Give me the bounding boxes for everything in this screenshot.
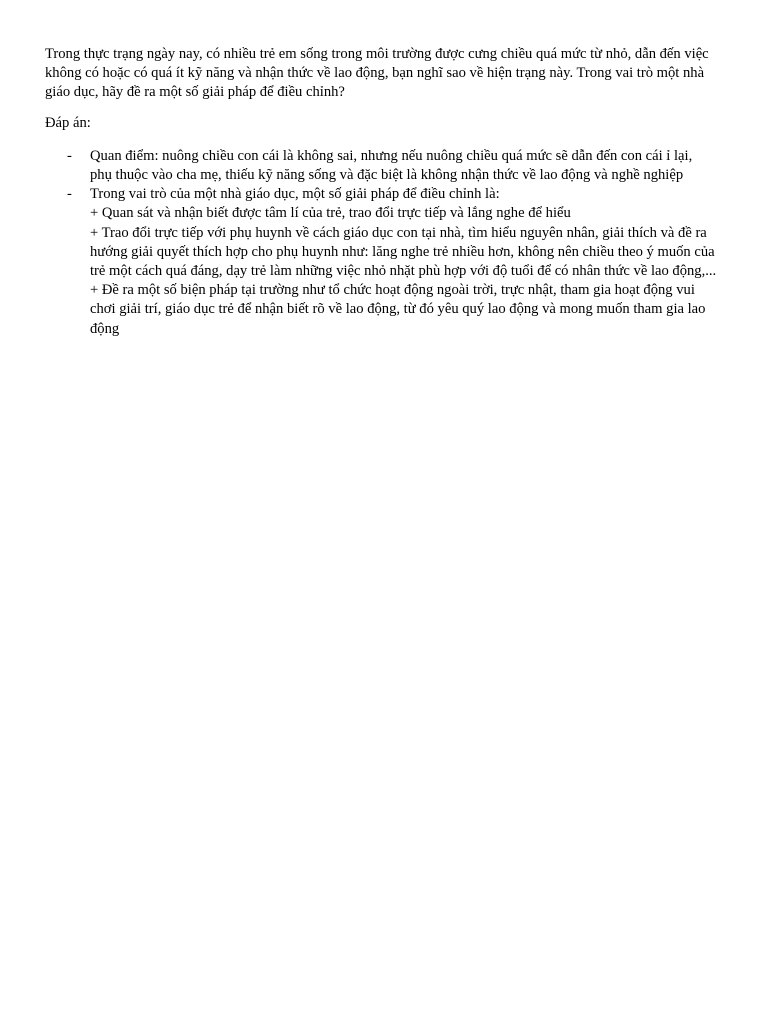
answer-list <box>45 147 717 339</box>
document-page <box>45 45 717 339</box>
list-item-body <box>90 147 717 185</box>
bullet-dash: - <box>67 147 72 164</box>
solution-item: + Quan sát và nhận biết được tâm lí của trẻ, trao đổi trực tiếp và lắng nghe để hiểu <box>90 205 571 222</box>
solution-item: + Trao đổi trực tiếp với phụ huynh về cách giáo dục con tại nhà, tìm hiểu nguyên nhân, giải thích và đề ra hướng giải quyết thích hợp cho phụ huynh như: lăng nghe trẻ nhiều hơn, không nên chiều theo ý muốn của trẻ một cách quá đáng, dạy trẻ làm những việc nhỏ nhặt phù hợp với độ tuổi để có nhân thức về lao động,... <box>90 224 717 280</box>
list-item <box>45 147 717 185</box>
question-text: Trong thực trạng ngày nay, có nhiều trẻ em sống trong môi trường được cưng chiều quá mức từ nhỏ, dẫn đến việc không có hoặc có quá ít kỹ năng và nhận thức về lao động, bạn nghĩ sao về hiện trạng này. Trong vai trò một nhà giáo dục, hãy đề ra một số giải pháp để điều chỉnh? <box>45 46 709 101</box>
list-item-body <box>90 185 717 339</box>
viewpoint-text: Quan điểm: nuông chiều con cái là không sai, nhưng nếu nuông chiều quá mức sẽ dẫn đến con cái ỉ lại, phụ thuộc vào cha mẹ, thiếu kỹ năng sống và đặc biệt là không nhận thức về lao động và nghề nghiệp <box>90 147 693 184</box>
bullet-dash: - <box>67 186 72 203</box>
list-item <box>45 185 717 339</box>
answer-label: Đáp án: <box>45 114 91 131</box>
solutions-intro-text: Trong vai trò của một nhà giáo dục, một số giải pháp để điều chỉnh là: <box>90 186 500 203</box>
solution-item: + Đề ra một số biện pháp tại trường như tổ chức hoạt động ngoài trời, trực nhật, tham gia hoạt động vui chơi giải trí, giáo dục trẻ để nhận biết rõ về lao động, từ đó yêu quý lao động và mong muốn tham gia lao động <box>90 282 706 337</box>
